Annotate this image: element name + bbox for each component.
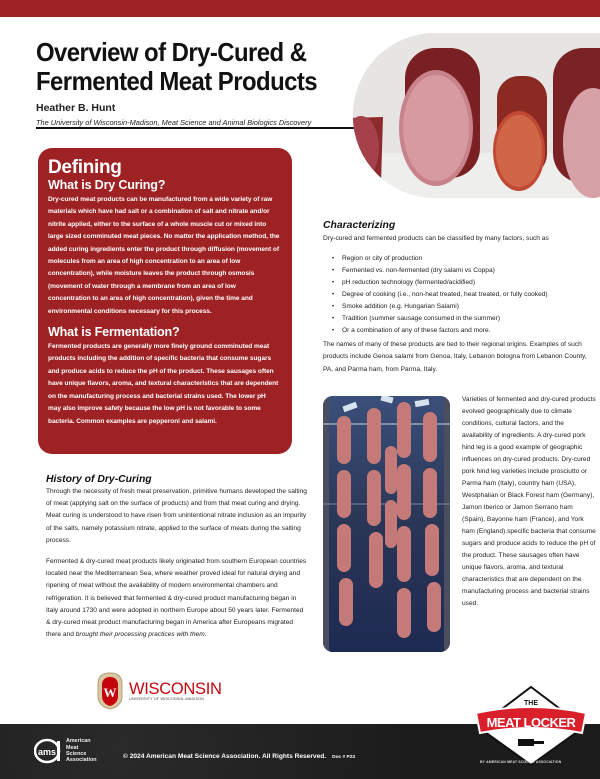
copyright	[123, 753, 355, 760]
top-banner	[0, 0, 600, 17]
history-paragraph-2	[46, 556, 308, 641]
fermentation-body: Fermented products are generally more finely ground comminuted meat products including the addition of specific bacteria that consume sugars and produce acids to reduce the pH of the product. These sausages often have unique flavors, aroma, and textural characteristics that are dependent on the manufacturing process and bacterial strains used. The lower pH may also improve safety because the low pH is not favorable to some bacteria. Common examples are pepperoni and salami.	[48, 343, 279, 425]
varieties-section	[462, 394, 596, 610]
copyright-text: © 2024 American Meat Science Association. All Rights Reserved.	[123, 753, 327, 760]
list-item: • Fermented vs. non-fermented (dry salami vs Coppa)	[332, 265, 593, 277]
affiliation: The University of Wisconsin-Madison, Meat Science and Animal Biologics Discovery	[36, 118, 312, 127]
history-heading: History of Dry-Curing	[46, 474, 152, 485]
uw-wordmark	[129, 681, 222, 701]
characterizing-intro: Dry-cured and fermented products can be classified by many factors, such as	[323, 235, 549, 242]
dry-curing-heading: What is Dry Curing?	[48, 178, 166, 192]
varieties-text: Varieties of fermented and dry-cured products evolved geographically due to climate conditions, cultural factors, and the availability of ingredients. A dry-cured pork hind leg is a good example of geographic influences on dry-cured products. Dry-cured pork hind leg varieties include prosciutto or Parma ham (Italy), country ham (USA), Westphalian or Black Forest ham (Germany), Jamon Iberico or Jamon Serrano ham (Spain), Bayonne ham (France), and York ham (England).specific bacteria that consume sugars and produce acids to reduce the pH of the product. These sausages often have unique flavors, aroma, and textural characteristics that are dependent on the manufacturing process and bacterial strains used.	[462, 396, 596, 607]
list-item: • Or a combination of any of these factors and more.	[332, 325, 593, 337]
sliced-salami-photo	[353, 33, 600, 198]
history-paragraph-2-main: Fermented & dry-cured meat products likely originated from southern European countries located near the Mediterranean Sea, where weather proved ideal for natural drying and ripening of meat without the availability of modern environmental chambers and refrigeration. It is believed that fermented & dry-cured product manufacturing began in Italy around 1730 and were adopted in northern Europe about 50 years later. Fermented & dry-cured meat product manufacturing began in America after Europeans migrated there and	[46, 558, 307, 639]
svg-text:ams: ams	[37, 747, 57, 757]
list-item: • pH reduction technology (fermented/acidified)	[332, 277, 593, 289]
uw-crest-icon	[96, 672, 124, 710]
ams-line: Meat	[66, 744, 79, 751]
ams-line: Science	[66, 751, 87, 757]
title-divider	[36, 127, 356, 129]
defining-box	[38, 148, 292, 454]
dry-curing-body: Dry-cured meat products can be manufactured from a wide variety of raw materials which have had salt or a combination of salt and nitrate and/or nitrite applied, either to the surface of a whole muscle cut or mixed into large sized comminuted meat pieces. No matter the application method, the added curing ingredients enter the product through diffusion (movement of molecules from an area of high concentration to an area of low concentration), while moisture leaves the product through osmosis (movement of water through a membrane from an area of low concentration to an area of high concentration), given the time and environmental conditions necessary for this process.	[48, 196, 280, 315]
list-item: • Smoke addition (e.g. Hungarian Salami)	[332, 301, 593, 313]
ams-mark-icon	[34, 738, 62, 764]
author: Heather B. Hunt	[36, 102, 116, 114]
ams-line: American	[66, 738, 91, 745]
meat-locker-tagline: BY AMERICAN MEAT SCIENCE ASSOCIATION	[480, 760, 562, 764]
hanging-sausages-photo	[323, 396, 450, 652]
uw-madison-logo	[96, 670, 256, 712]
page-title-line-2: Fermented Meat Products	[36, 66, 318, 96]
ams-wordmark	[66, 738, 97, 764]
ams-logo	[34, 738, 97, 764]
header	[36, 38, 336, 127]
ams-line: Association	[66, 757, 97, 764]
svg-text:MEAT LOCKER: MEAT LOCKER	[486, 715, 576, 730]
list-item: • Degree of cooking (i.e., non-heat treated, heat treated, or fully cooked)	[332, 289, 593, 301]
meat-locker-logo	[466, 685, 596, 779]
history-paragraph-2-italic: brought their processing practices with them.	[75, 631, 207, 639]
page-title-line-1: Overview of Dry-Cured &	[36, 37, 307, 67]
characterizing-section	[323, 220, 593, 376]
uw-subtitle: UNIVERSITY OF WISCONSIN–MADISON	[129, 697, 204, 701]
svg-text:THE: THE	[524, 700, 538, 707]
doc-number: Doc # P23	[332, 755, 356, 760]
history-section	[46, 474, 308, 641]
characterizing-list	[323, 253, 593, 337]
page-title	[36, 37, 318, 96]
history-paragraph-1: Through the necessity of fresh meat preservation, primitive humans developed the salting of meat (applying salt on the surface of products) and from that meat curing and drying. Meat curing is understood to have risen from unintentional nitrate inclusion as an impurity of the salts, namely potassium nitrate, applied to the surface of meats during the salting process.	[46, 488, 307, 544]
list-item: • Region or city of production	[332, 253, 593, 265]
regional-origins-text: The names of many of these products are tied to their regional origins. Examples of such products include Genoa salami from Genoa, Italy, Lebanon bologna from Lebanon County, PA, and Parma ham, from Parma, Italy.	[323, 341, 587, 373]
list-item: • Tradition (summer sausage consumed in the summer)	[332, 313, 593, 325]
characterizing-heading: Characterizing	[323, 220, 396, 231]
svg-text:W: W	[103, 685, 117, 700]
fermentation-heading: What is Fermentation?	[48, 325, 180, 340]
defining-title: Defining	[48, 157, 122, 178]
uw-name: WISCONSIN	[129, 680, 222, 698]
